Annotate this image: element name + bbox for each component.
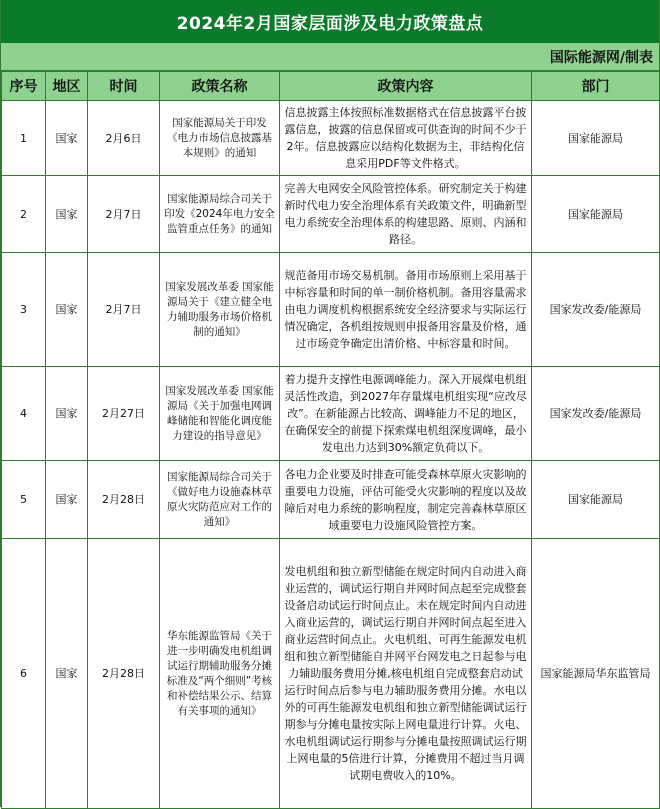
table-row [2,461,660,539]
cell-no: 4 [2,367,46,461]
table-row [2,539,660,809]
cell-name: 国家能源局综合司关于印发《2024年电力安全监管重点任务》的通知 [160,176,280,253]
cell-region: 国家 [46,101,88,176]
cell-name: 国家发展改革委 国家能源局《关于加强电网调峰储能和智能化调度能力建设的指导意见》 [160,367,280,461]
table-header-row [2,72,660,101]
cell-no: 2 [2,176,46,253]
cell-content: 信息披露主体按照标准数据格式在信息披露平台披露信息，披露的信息保留或可供查询的时间不少于2年。信息披露应以结构化数据为主，非结构化信息采用PDF等文件格式。 [280,101,532,176]
cell-content: 各电力企业要及时排查可能受森林草原火灾影响的重要电力设施，评估可能受火灾影响的程度以及故障后对电力系统的影响程度，制定完善森林草原区域重要电力设施风险管控方案。 [280,461,532,539]
cell-name: 华东能源监管局《关于进一步明确发电机组调试运行期辅助服务分摊标准及“两个细则”考核和补偿结果公示、结算有关事项的通知》 [160,539,280,809]
cell-dept: 国家能源局 [532,176,660,253]
cell-content: 规范备用市场交易机制。备用市场原则上采用基于中标容量和时间的单一制价格机制。备用容量需求由电力调度机构根据系统安全经济要求与实际运行情况确定，各机组按规则申报备用容量及价格，通过市场竞争确定出清价格、中标容量和时间。 [280,253,532,367]
cell-no: 6 [2,539,46,809]
cell-dept: 国家发改委/能源局 [532,367,660,461]
source-credit: 国际能源网/制表 [1,43,659,71]
cell-no: 3 [2,253,46,367]
table-row [2,367,660,461]
cell-time: 2月28日 [88,539,160,809]
header-region: 地区 [46,72,88,101]
cell-time: 2月7日 [88,176,160,253]
cell-time: 2月28日 [88,461,160,539]
cell-time: 2月6日 [88,101,160,176]
cell-dept: 国家能源局华东监管局 [532,539,660,809]
cell-no: 1 [2,101,46,176]
cell-no: 5 [2,461,46,539]
page-title: 2024年2月国家层面涉及电力政策盘点 [1,0,659,43]
cell-name: 国家能源局综合司关于《做好电力设施森林草原火灾防范应对工作的通知》 [160,461,280,539]
header-time: 时间 [88,72,160,101]
cell-content: 完善大电网安全风险管控体系。研究制定关于构建新时代电力安全治理体系有关政策文件，明确新型电力系统安全治理体系的构建思路、原则、内涵和路径。 [280,176,532,253]
cell-dept: 国家发改委/能源局 [532,253,660,367]
cell-name: 国家发展改革委 国家能源局关于《建立健全电力辅助服务市场价格机制的通知》 [160,253,280,367]
policy-table [1,71,660,809]
cell-content: 发电机组和独立新型储能在规定时间内自动进入商业运营的，调试运行期自并网时间点起至完成整套设备启动试运行时间点止。未在规定时间内自动进入商业运营的，调试运行期自并网时间点起至进入商业运营时间点止。火电机组、可再生能源发电机组和独立新型储能自并网平台网发电之日起参与电力辅助服务费用分摊,核电机组自完成整套启动试运行时间点后参与电力辅助服务费用分摊。水电以外的可再生能源发电机组和独立新型储能调试运行期参与分摊电量按实际上网电量进行计算。火电、水电机组调试运行期参与分摊电量按照调试运行期上网电量的5倍进行计算，分摊费用不超过当月调试期电费收入的10%。 [280,539,532,809]
cell-dept: 国家能源局 [532,101,660,176]
cell-name: 国家能源局关于印发《电力市场信息披露基本规则》的通知 [160,101,280,176]
table-row [2,176,660,253]
cell-region: 国家 [46,176,88,253]
header-name: 政策名称 [160,72,280,101]
table-row [2,253,660,367]
cell-time: 2月7日 [88,253,160,367]
header-content: 政策内容 [280,72,532,101]
cell-region: 国家 [46,461,88,539]
cell-content: 着力提升支撑性电源调峰能力。深入开展煤电机组灵活性改造，到2027年存量煤电机组实现“应改尽改”。在新能源占比较高、调峰能力不足的地区，在确保安全的前提下探索煤电机组深度调峰，最小发电出力达到30%额定负荷以下。 [280,367,532,461]
cell-dept: 国家能源局 [532,461,660,539]
cell-region: 国家 [46,367,88,461]
cell-region: 国家 [46,253,88,367]
cell-region: 国家 [46,539,88,809]
cell-time: 2月27日 [88,367,160,461]
header-dept: 部门 [532,72,660,101]
header-no: 序号 [2,72,46,101]
table-row [2,101,660,176]
